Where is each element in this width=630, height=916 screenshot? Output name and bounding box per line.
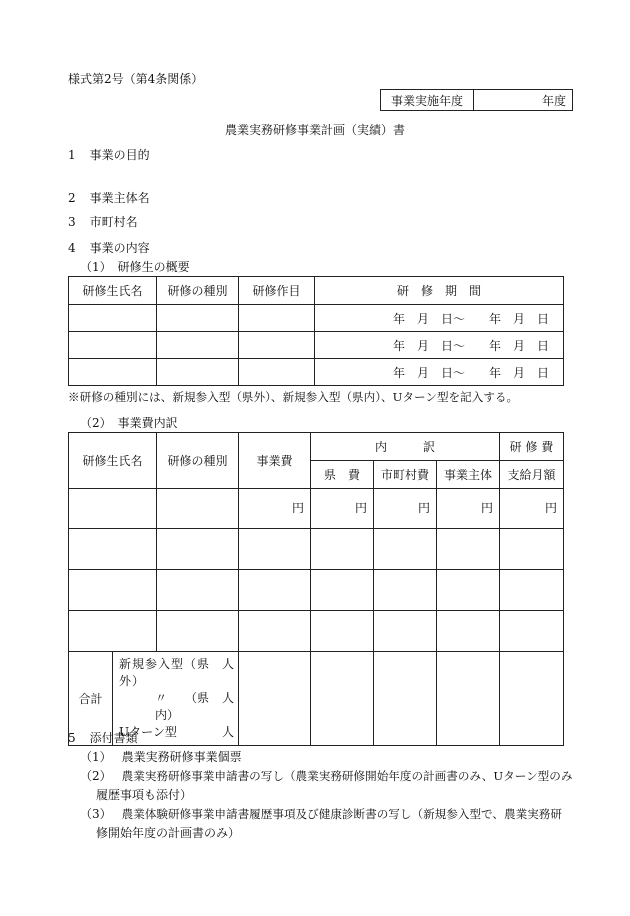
th-training-type: 研修の種別: [157, 277, 239, 305]
table-row: [69, 611, 564, 652]
attachment-2: （2） 農業実務研修事業申請書の写し（農業実務研修開始年度の計画書のみ、Uターン型のみ: [80, 769, 573, 783]
section-3: 3 市町村名: [68, 215, 138, 229]
period-cell: 年 月 日～ 年 月 日: [315, 332, 564, 359]
yen-unit: 円: [437, 489, 500, 529]
period-cell: 年 月 日～ 年 月 日: [315, 305, 564, 332]
yen-unit: 円: [311, 489, 374, 529]
th-entity-cost: 事業主体: [437, 461, 500, 489]
document-title: 農業実務研修事業計画（実績）書: [224, 123, 405, 137]
total-row: [69, 652, 564, 746]
th-training-type: 研修の種別: [157, 433, 239, 489]
training-type-note: ※研修の種別には、新規参入型（県外）、新規参入型（県内）、Uターン型を記入する。: [68, 390, 519, 404]
th-stipend-bottom: 支給月額: [500, 461, 564, 489]
th-stipend-top: 研 修 費: [500, 433, 564, 461]
attachment-3-cont: 修開始年度の計画書のみ）: [96, 826, 241, 840]
cost-breakdown-table: [68, 432, 564, 746]
subsection-2: （2） 事業費内訳: [80, 416, 178, 430]
year-box-label: 事業実施年度: [381, 90, 474, 111]
th-municipal-cost: 市町村費: [374, 461, 437, 489]
th-project-cost: 事業費: [239, 433, 311, 489]
table-row: [69, 359, 564, 386]
table-row: [69, 332, 564, 359]
table-row: [69, 305, 564, 332]
year-box-suffix: 年度: [474, 90, 573, 111]
attachment-1: （1） 農業実務研修事業個票: [80, 750, 242, 764]
table-row: [69, 570, 564, 611]
th-training-crop: 研修作目: [239, 277, 315, 305]
th-breakdown: 内 訳: [311, 433, 500, 461]
year-box: [380, 89, 573, 111]
th-prefecture-cost: 県 費: [311, 461, 374, 489]
section-1: 1 事業の目的: [68, 148, 150, 162]
section-4: 4 事業の内容: [68, 241, 150, 255]
form-id: 様式第2号（第4条関係）: [68, 72, 204, 86]
section-2: 2 事業主体名: [68, 191, 150, 205]
table-row: [69, 529, 564, 570]
th-trainee-name: 研修生氏名: [69, 433, 157, 489]
total-label: 合計: [69, 652, 113, 746]
subsection-1: （1） 研修生の概要: [80, 260, 190, 274]
attachment-2-cont: 履歴事項も添付）: [96, 788, 193, 802]
table-row: [69, 489, 564, 529]
section-5: 5 添付書類: [68, 731, 138, 745]
period-cell: 年 月 日～ 年 月 日: [315, 359, 564, 386]
yen-unit: 円: [239, 489, 311, 529]
trainee-overview-table: [68, 276, 564, 386]
yen-unit: 円: [500, 489, 564, 529]
th-trainee-name: 研修生氏名: [69, 277, 157, 305]
total-breakdown: 新規参入型（県外） 人 〃 （県内） 人 Uターン型 人: [113, 652, 239, 746]
attachment-3: （3） 農業体験研修事業申請書履歴事項及び健康診断書の写し（新規参入型で、農業実務研: [80, 807, 562, 821]
yen-unit: 円: [374, 489, 437, 529]
th-training-period: 研 修 期 間: [315, 277, 564, 305]
